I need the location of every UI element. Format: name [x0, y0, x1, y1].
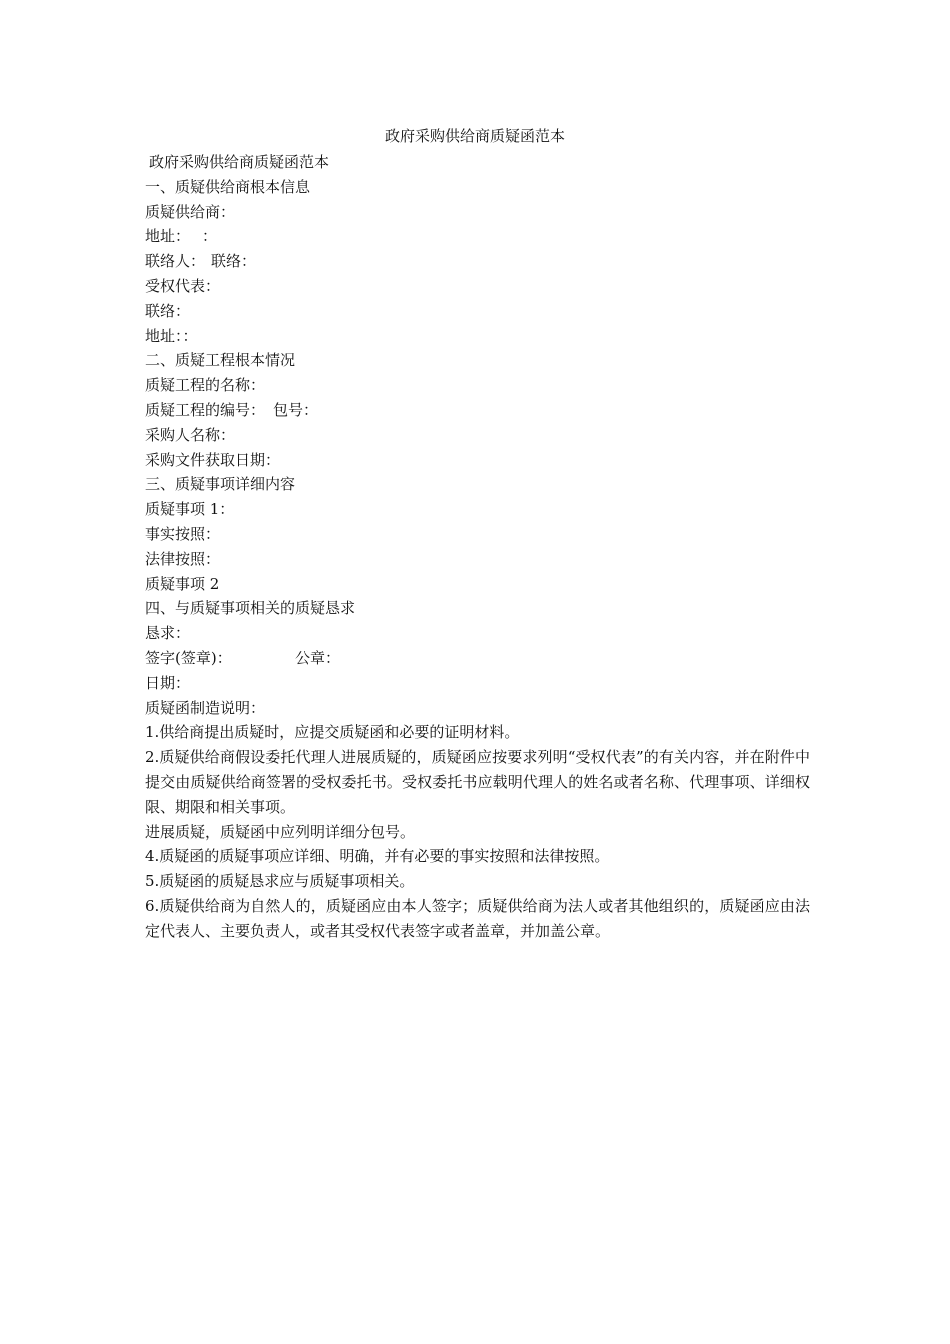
- package-number-field: 包号：: [273, 400, 319, 419]
- project-number-row: [145, 398, 810, 423]
- fact-basis-field: 事实按照：: [145, 524, 221, 543]
- project-number-field: 质疑工程的编号：: [145, 400, 266, 419]
- document-subtitle: 政府采购供给商质疑函范本: [149, 153, 330, 171]
- instruction-item: 4.质疑函的质疑事项应详细、明确，并有必要的事实按照和法律按照。: [145, 847, 610, 866]
- document-body: [145, 150, 810, 944]
- request-field: 恳求：: [145, 624, 191, 643]
- section3-heading: 三、质疑事项详细内容: [145, 475, 296, 494]
- contact-row: [145, 249, 810, 274]
- section2-heading: 二、质疑工程根本情况: [145, 351, 296, 370]
- doc-date-field: 采购文件获取日期：: [145, 450, 281, 469]
- legal-basis-field: 法律按照：: [145, 549, 221, 568]
- instruction-item: 进展质疑，质疑函中应列明详细分包号。: [145, 822, 416, 841]
- rep-contact-field: 联络：: [145, 301, 191, 320]
- instruction-item: 6.质疑供给商为自然人的，质疑函应由本人签字；质疑供给商为法人或者其他组织的，质疑函应由法定代表人、主要负责人，或者其受权代表签字或者盖章，并加盖公章。: [145, 896, 810, 940]
- instructions-heading: 质疑函制造说明：: [145, 698, 266, 717]
- contact-field: 联络：: [211, 252, 257, 271]
- address-colon: ：: [202, 227, 218, 246]
- item2-field: 质疑事项 2: [145, 574, 220, 593]
- section4-heading: 四、与质疑事项相关的质疑恳求: [145, 599, 356, 618]
- signature-row: [145, 646, 810, 671]
- date-field: 日期：: [145, 673, 191, 692]
- supplier-field: 质疑供给商：: [145, 202, 236, 221]
- seal-field: 公章：: [295, 648, 341, 667]
- instruction-item: 1.供给商提出质疑时，应提交质疑函和必要的证明材料。: [145, 723, 520, 742]
- project-name-field: 质疑工程的名称：: [145, 376, 266, 395]
- instruction-item: 5.质疑函的质疑恳求应与质疑事项相关。: [145, 872, 415, 891]
- signature-field: 签字(签章)：: [145, 648, 232, 667]
- section1-heading: 一、质疑供给商根本信息: [145, 177, 311, 196]
- document-title: 政府采购供给商质疑函范本: [384, 127, 565, 145]
- instruction-item: 2.质疑供给商假设委托代理人进展质疑的，质疑函应按要求列明“受权代表”的有关内容，并在附件中提交由质疑供给商签署的受权委托书。受权委托书应载明代理人的姓名或者名称、代理事项、详细权限、期限和相关事项。: [145, 748, 810, 816]
- rep-address-field: 地址：：: [145, 326, 198, 345]
- authorized-rep-field: 受权代表：: [145, 276, 221, 295]
- address-field: [145, 224, 810, 249]
- item1-field: 质疑事项 1：: [145, 500, 235, 519]
- purchaser-name-field: 采购人名称：: [145, 425, 236, 444]
- contact-person-field: 联络人：: [145, 252, 206, 271]
- address-label: 地址：: [145, 227, 191, 246]
